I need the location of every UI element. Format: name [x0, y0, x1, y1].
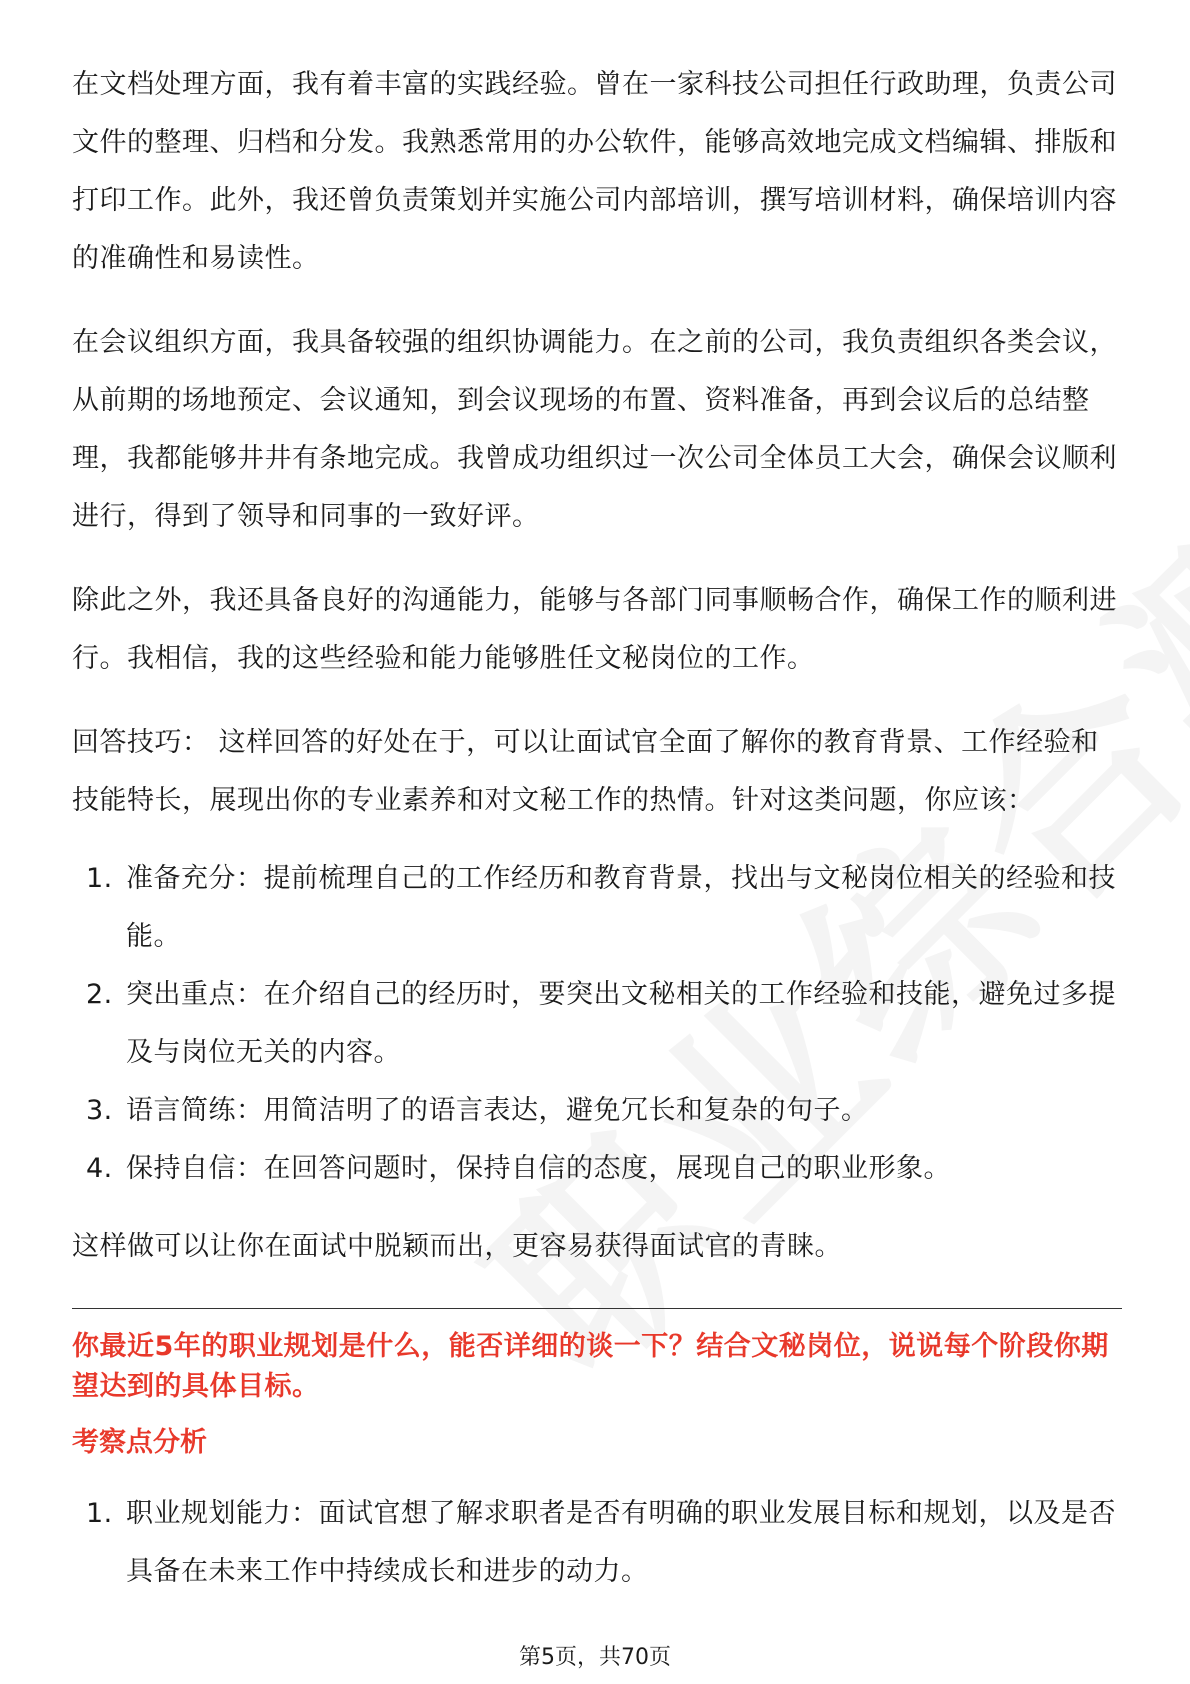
list-item-text: 突出重点：在介绍自己的经历时，要突出文秘相关的工作经验和技能，避免过多提及与岗位无关的内容。: [126, 979, 1116, 1068]
list-item: [72, 850, 1122, 966]
tips-list: [72, 850, 1122, 1198]
list-number: 4.: [86, 1153, 113, 1184]
list-number: 2.: [86, 979, 113, 1010]
paragraph-communication: 除此之外，我还具备良好的沟通能力，能够与各部门同事顺畅合作，确保工作的顺利进行。我相信，我的这些经验和能力能够胜任文秘岗位的工作。: [72, 585, 1117, 674]
list-number: 1.: [86, 863, 113, 894]
list-item-text: 保持自信：在回答问题时，保持自信的态度，展现自己的职业形象。: [126, 1153, 951, 1184]
list-item: [72, 1082, 1122, 1140]
interview-question: 你最近5年的职业规划是什么，能否详细的谈一下？结合文秘岗位，说说每个阶段你期望达到的具体目标。: [72, 1331, 1109, 1402]
list-item-text: 准备充分：提前梳理自己的工作经历和教育背景，找出与文秘岗位相关的经验和技能。: [126, 863, 1116, 952]
list-number: 1.: [86, 1498, 113, 1529]
paragraph-meeting-organization: 在会议组织方面，我具备较强的组织协调能力。在之前的公司，我负责组织各类会议，从前期的场地预定、会议通知，到会议现场的布置、资料准备，再到会议后的总结整理，我都能够井井有条地完成。我曾成功组织过一次公司全体员工大会，确保会议顺利进行，得到了领导和同事的一致好评。: [72, 327, 1117, 532]
page-footer: 第5页，共70页: [519, 1645, 671, 1670]
analysis-heading: 考察点分析: [72, 1427, 207, 1458]
paragraph-closing: 这样做可以让你在面试中脱颖而出，更容易获得面试官的青睐。: [72, 1231, 842, 1262]
document-body: [72, 56, 1122, 1601]
list-item: [72, 966, 1122, 1082]
paragraph-answer-tips: 回答技巧： 这样回答的好处在于，可以让面试官全面了解你的教育背景、工作经验和技能特长，展现出你的专业素养和对文秘工作的热情。针对这类问题，你应该：: [72, 727, 1099, 816]
list-number: 3.: [86, 1095, 113, 1126]
list-item-text: 职业规划能力：面试官想了解求职者是否有明确的职业发展目标和规划，以及是否具备在未来工作中持续成长和进步的动力。: [126, 1498, 1116, 1587]
list-item: [72, 1485, 1122, 1601]
analysis-list: [72, 1485, 1122, 1601]
list-item: [72, 1140, 1122, 1198]
list-item-text: 语言简练：用简洁明了的语言表达，避免冗长和复杂的句子。: [126, 1095, 869, 1126]
paragraph-document-handling: 在文档处理方面，我有着丰富的实践经验。曾在一家科技公司担任行政助理，负责公司文件的整理、归档和分发。我熟悉常用的办公软件，能够高效地完成文档编辑、排版和打印工作。此外，我还曾负责策划并实施公司内部培训，撰写培训材料，确保培训内容的准确性和易读性。: [72, 69, 1117, 274]
